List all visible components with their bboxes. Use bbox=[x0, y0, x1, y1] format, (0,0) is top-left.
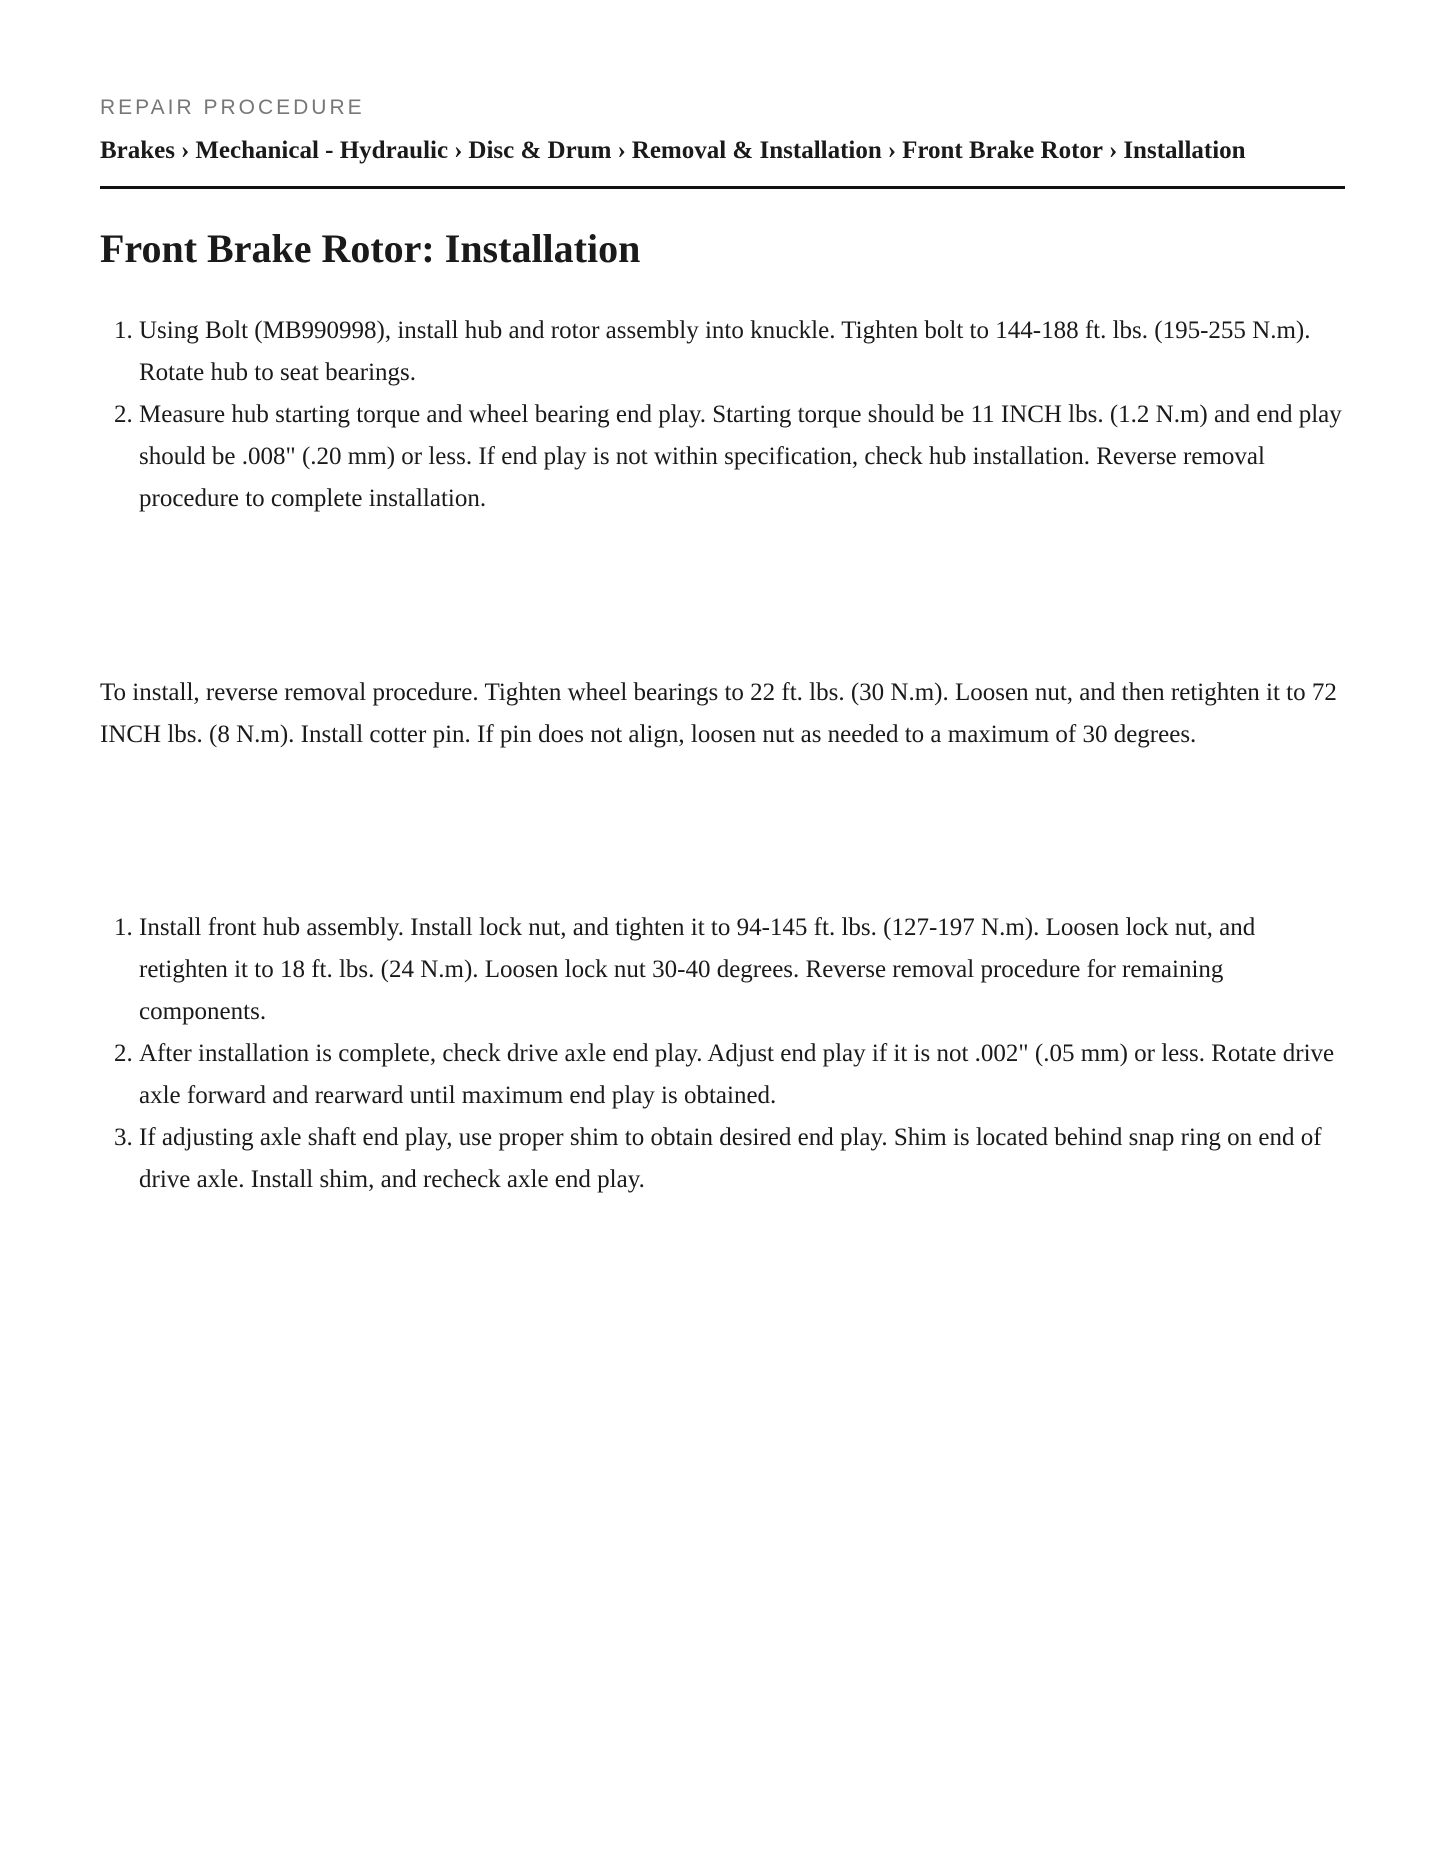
breadcrumb-separator: › bbox=[1109, 137, 1118, 164]
breadcrumb-item: Mechanical - Hydraulic bbox=[195, 137, 449, 164]
section-kicker: REPAIR PROCEDURE bbox=[100, 96, 365, 119]
list-item: 3. If adjusting axle shaft end play, use proper shim to obtain desired end play. Shim is located behind snap ring on end of drive axle. Install shim, and recheck axle end play. bbox=[139, 1117, 1345, 1201]
breadcrumb-item: Brakes bbox=[100, 137, 175, 164]
list-item: 2. Measure hub starting torque and wheel bearing end play. Starting torque should be 11 INCH lbs. (1.2 N.m) and end play should be .008" (.20 mm) or less. If end play is not within specification, check hub installation. Reverse removal procedure to complete installation. bbox=[139, 394, 1345, 520]
procedure-paragraph-wheel-bearings: To install, reverse removal procedure. Tighten wheel bearings to 22 ft. lbs. (30 N.m). Loosen nut, and then retighten it to 72 INCH lbs. (8 N.m). Install cotter pin. If pin does not align, loosen nut as needed to a maximum of 30 degrees. bbox=[100, 679, 1337, 748]
list-item: 1. Using Bolt (MB990998), install hub and rotor assembly into knuckle. Tighten bolt to 144-188 ft. lbs. (195-255 N.m). Rotate hub to seat bearings. bbox=[139, 310, 1345, 394]
procedure-list-front-hub bbox=[100, 907, 1345, 1201]
breadcrumb bbox=[100, 136, 1345, 189]
breadcrumb-item: Installation bbox=[1123, 137, 1246, 164]
procedure-list-hub-rotor bbox=[100, 310, 1345, 520]
page-title: Front Brake Rotor: Installation bbox=[100, 226, 641, 271]
breadcrumb-item: Removal & Installation bbox=[631, 137, 882, 164]
list-item: 1. Install front hub assembly. Install lock nut, and tighten it to 94-145 ft. lbs. (127-197 N.m). Loosen lock nut, and retighten it to 18 ft. lbs. (24 N.m). Loosen lock nut 30-40 degrees. Reverse removal procedure for remaining components. bbox=[139, 907, 1345, 1033]
list-item: 2. After installation is complete, check drive axle end play. Adjust end play if it is not .002" (.05 mm) or less. Rotate drive axle forward and rearward until maximum end play is obtained. bbox=[139, 1033, 1345, 1117]
breadcrumb-item: Front Brake Rotor bbox=[902, 137, 1103, 164]
breadcrumb-separator: › bbox=[181, 137, 190, 164]
breadcrumb-separator: › bbox=[617, 137, 626, 164]
breadcrumb-separator: › bbox=[887, 137, 897, 164]
breadcrumb-item: Disc & Drum bbox=[468, 137, 612, 164]
breadcrumb-separator: › bbox=[454, 137, 463, 164]
